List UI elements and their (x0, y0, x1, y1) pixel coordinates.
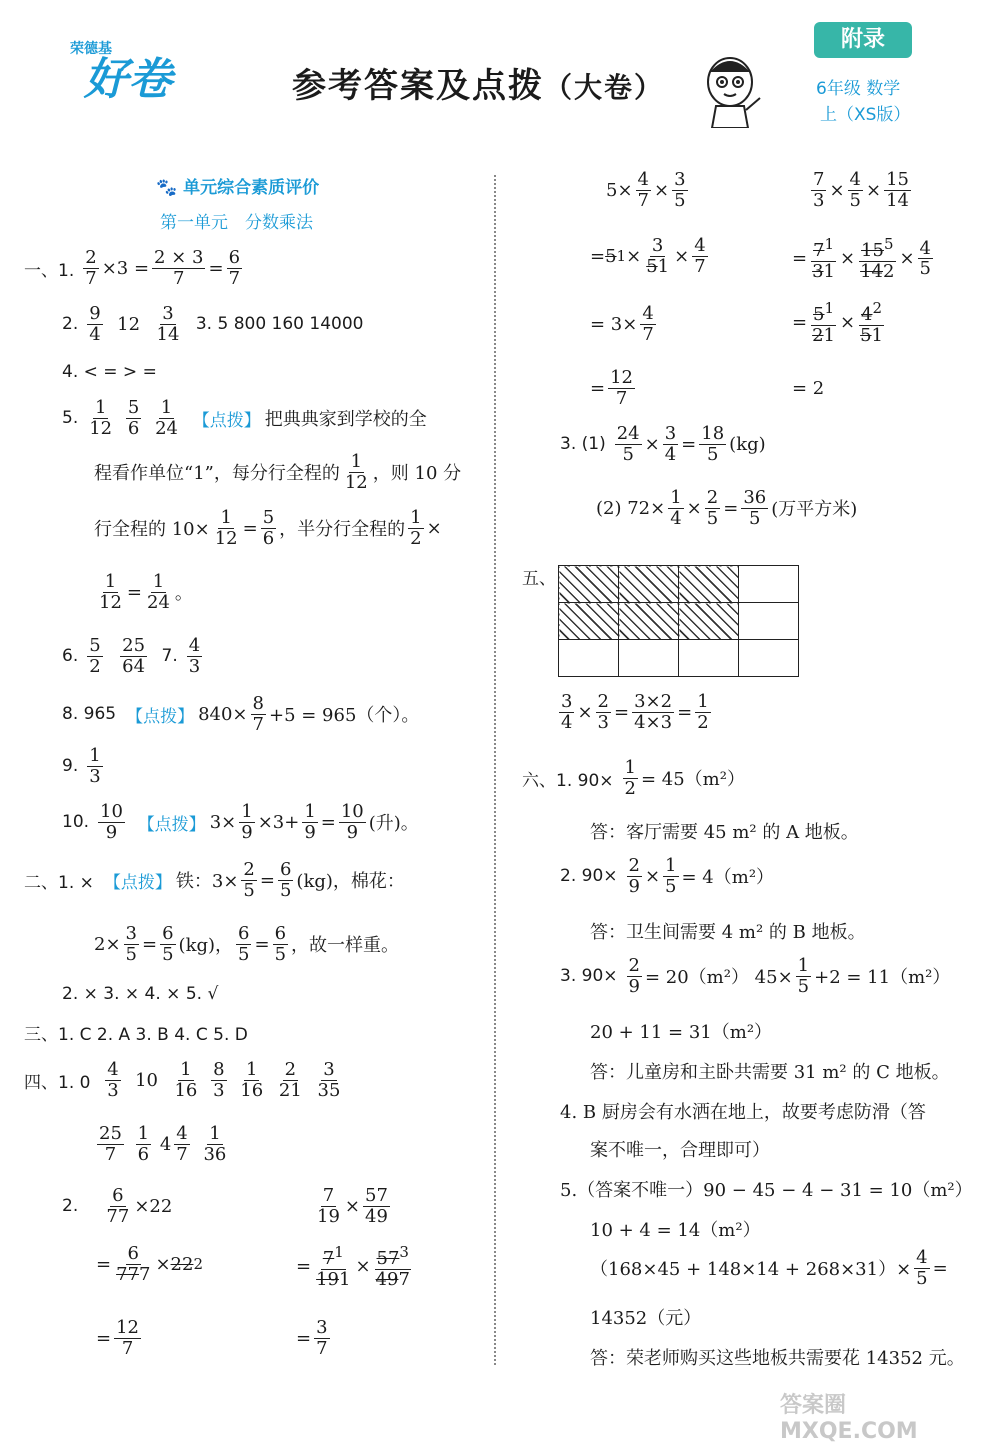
answer-6-2: 2. 90× $\frac{2}{9}$ × $\frac{1}{5}$ = 4（m²） (560, 855, 775, 897)
unit-title: 第一单元 分数乘法 (160, 213, 313, 233)
answer-4-1-line2: $\frac{25}{7}$ $\frac{1}{6}$ 4 $\frac{4}{7}$ $\frac{1}{36}$ (99, 1123, 227, 1165)
answer-r3-1: 3. (1) $\frac{24}{5}$ × $\frac{3}{4}$ = $\frac{18}{5}$ (kg) (560, 423, 766, 465)
answer-1-10: 10. $\frac{10}{9}$ 【点拨】 3× $\frac{1}{9}$ ×3+ $\frac{1}{9}$ = $\frac{10}{9}$ (升)。 (62, 801, 419, 843)
answer-1-5: 5. $\frac{1}{12}$ $\frac{5}{6}$ $\frac{1}{24}$ 【点拨】 把典典家到学校的全 (62, 397, 427, 439)
answer-1-1: 一、1. $\frac{2}{7}$ ×3 = $\frac{2 \times 3}{7}$ = $\frac{6}{7}$ (24, 247, 241, 289)
answer-4-2-right-l3: = $\frac{3}{7}$ (296, 1317, 328, 1359)
grid-equation: $\frac{3}{4}$ × $\frac{2}{3}$ = $\frac{3\times 2}{4\times 3}$ = $\frac{1}{2}$ (561, 691, 709, 733)
answer-1-5-line3: 行全程的 10× $\frac{1}{12}$ = $\frac{5}{6}$ ，半分行全程的 $\frac{1}{2}$ × (94, 507, 442, 549)
answer-6-4-l2: 案不唯一，合理即可） (590, 1140, 770, 1161)
logo (70, 38, 172, 105)
answer-6-5-ans: 答：荣老师购买这些地板共需要花 14352 元。 (590, 1348, 965, 1369)
answer-4-1: 四、1. 0 $\frac{4}{3}$ 10 $\frac{1}{16}$ $\frac{8}{3}$ $\frac{1}{16}$ $\frac{2}{21}$ $\frac{3}{35}$ (24, 1059, 341, 1101)
calc-a-l3: = 3× $\frac{4}{7}$ (590, 303, 654, 345)
answer-6-3: 3. 90× $\frac{2}{9}$ = 20（m²） 45× $\frac{1}{5}$ +2 = 11（m²） (560, 955, 951, 997)
answer-6-5-l3: （168×45 + 148×14 + 268×31）× $\frac{4}{5}$ = (590, 1247, 948, 1289)
answer-6-1: 六、1. 90× $\frac{1}{2}$ = 45（m²） (522, 757, 745, 799)
page-title: 参考答案及点拨（大卷） (292, 66, 665, 106)
answer-1-5-line4: $\frac{1}{12}$ = $\frac{1}{24}$ 。 (99, 571, 193, 613)
answer-1-5-line2: 程看作单位“1”，每分行全程的 $\frac{1}{12}$ ，则 10 分 (94, 451, 462, 493)
logo-big-text: 好卷 (84, 54, 172, 105)
grade-label: 6年级 数学 (816, 79, 901, 99)
calc-b-l3: = $\frac{5^1}{21}$ × $\frac{4^2}{51}$ (792, 299, 883, 346)
answer-1-4: 4. < = > = (62, 362, 157, 382)
cartoon-boy-icon (700, 48, 762, 132)
logo-small-text: 荣德基 (70, 41, 112, 57)
answer-r3-2: (2) 72× $\frac{1}{4}$ × $\frac{2}{5}$ = $\frac{36}{5}$ (万平方米) (596, 487, 858, 529)
answer-4-2-right: $\frac{7}{19}$ × $\frac{57}{49}$ (317, 1185, 388, 1227)
answer-6-5-l4: 14352（元） (590, 1308, 702, 1329)
answer-4-2-left-l2: = $\frac{6}{777}$ × 22 2 (96, 1243, 203, 1285)
column-divider (494, 175, 496, 1365)
appendix-badge: 附录 (814, 22, 912, 58)
tip-label: 【点拨】 (192, 410, 261, 431)
answer-4-2-left: 2. $\frac{6}{77}$ ×22 (62, 1185, 173, 1227)
calc-b-l1: $\frac{7}{3}$ × $\frac{4}{5}$ × $\frac{15}{14}$ (813, 169, 909, 211)
watermark: 答案圈 MXQE.COM (780, 1393, 918, 1444)
answer-1-8: 8. 965 【点拨】 840× $\frac{8}{7}$ +5 = 965（个）。 (62, 693, 420, 735)
answer-3: 三、1. C 2. A 3. B 4. C 5. D (24, 1025, 248, 1045)
section-title: 🐾 单元综合素质评价 (156, 178, 320, 198)
calc-b-l4: = 2 (792, 378, 825, 399)
section-5-label: 五、 (522, 569, 556, 589)
answer-2-1: 二、1. × 【点拨】 铁：3× $\frac{2}{5}$ = $\frac{6}{5}$ (kg)，棉花： (24, 859, 405, 901)
answer-4-2-right-l2: = $\frac{7^1}{191}$ × $\frac{57^3}{497}$ (296, 1243, 410, 1290)
paw-icon: 🐾 (156, 178, 178, 198)
answer-6-4: 4. B 厨房会有水洒在地上，故要考虑防滑（答 (560, 1102, 926, 1123)
answer-2-1-line2: 2× $\frac{3}{5}$ = $\frac{6}{5}$ (kg)， $\frac{6}{5}$ = $\frac{6}{5}$ ，故一样重。 (94, 923, 400, 965)
calc-a-l1: 5× $\frac{4}{7}$ × $\frac{3}{5}$ (606, 169, 686, 211)
answer-2-rest: 2. × 3. × 4. × 5. √ (62, 984, 219, 1004)
answer-6-5: 5.（答案不唯一）90 − 45 − 4 − 31 = 10（m²） (560, 1180, 973, 1201)
calc-b-l2: = $\frac{7^1}{31}$ × $\frac{15^5}{142}$ × $\frac{4}{5}$ (792, 235, 931, 282)
answer-6-3-l2: 20 + 11 = 31（m²） (590, 1022, 773, 1043)
answer-1-9: 9. $\frac{1}{3}$ (62, 745, 101, 787)
answer-1-2: 2. $\frac{9}{4}$ 12 $\frac{3}{14}$ 3. 5 800 160 14000 (62, 303, 364, 345)
answer-6-5-l2: 10 + 4 = 14（m²） (590, 1220, 761, 1241)
answer-4-2-left-l3: = $\frac{12}{7}$ (96, 1317, 139, 1359)
edition-label: 上（XS版） (820, 105, 911, 125)
answer-6-3-ans: 答：儿童房和主卧共需要 31 m² 的 C 地板。 (590, 1062, 950, 1083)
fraction-grid (558, 565, 799, 677)
answer-6-1-ans: 答：客厅需要 45 m² 的 A 地板。 (590, 822, 859, 843)
calc-a-l4: = $\frac{12}{7}$ (590, 367, 633, 409)
calc-a-l2: = 5 1 × $\frac{3}{51}$ × $\frac{4}{7}$ (590, 235, 706, 277)
answer-1-6: 6. $\frac{5}{2}$ $\frac{25}{64}$ 7. $\frac{4}{3}$ (62, 635, 201, 677)
answer-6-2-ans: 答：卫生间需要 4 m² 的 B 地板。 (590, 922, 866, 943)
